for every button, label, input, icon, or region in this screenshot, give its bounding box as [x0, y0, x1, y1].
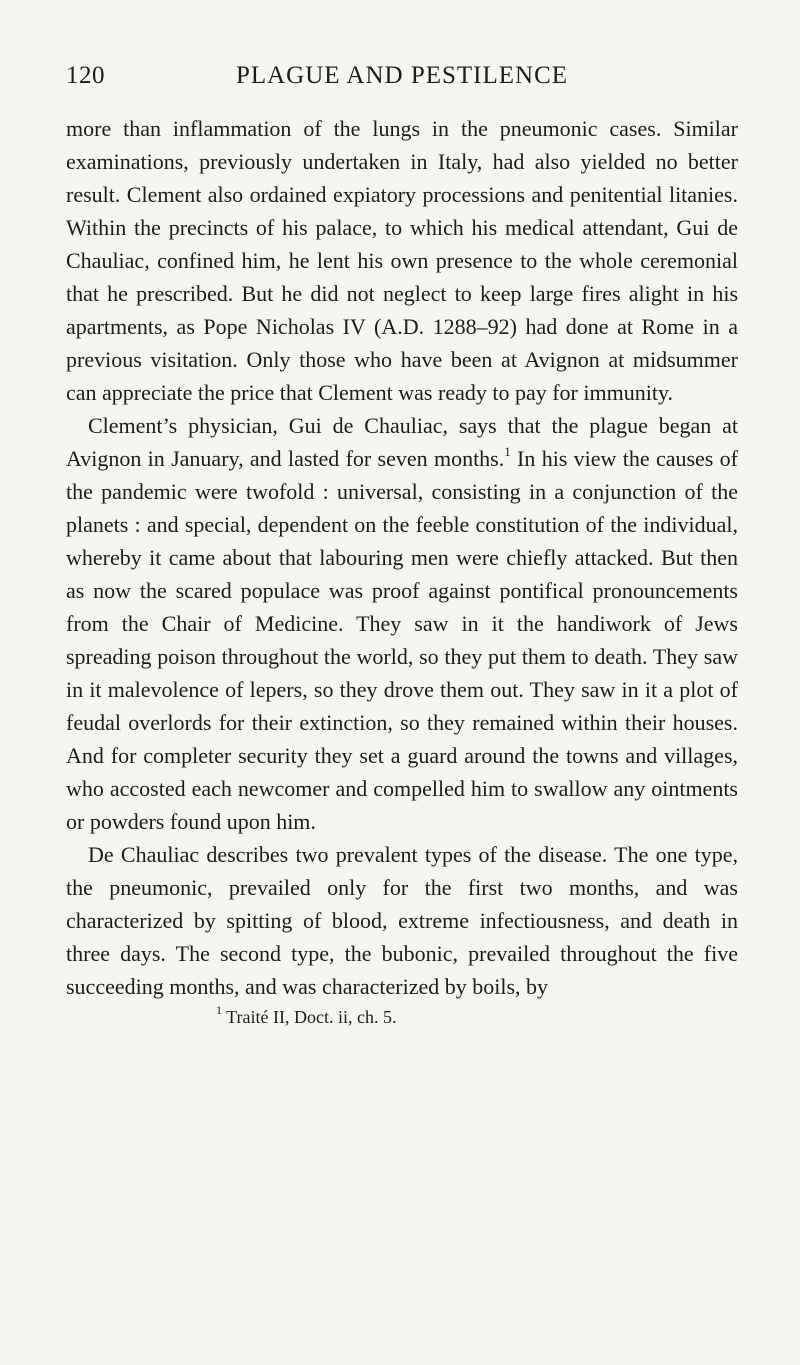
footnote-marker: 1	[216, 1003, 222, 1017]
footnote-text: Traité II, Doct. ii, ch. 5.	[222, 1007, 397, 1027]
book-page	[66, 62, 738, 1029]
running-head: PLAGUE AND PESTILENCE	[235, 62, 569, 89]
paragraph-2-text-before-note: Clement’s physician, Gui de Chauliac, says that the plague began at Avignon in January, and lasted for seven months.	[66, 413, 738, 471]
paragraph-2	[66, 409, 738, 838]
page-header	[66, 62, 738, 102]
footnote-reference: 1	[504, 443, 511, 459]
paragraph-2-text-after-note: In his view the causes of the pandemic were twofold : universal, consisting in a conjunction of the planets : and special, dependent on the feeble constitution of the individual, whereby it came about that labouring men were chiefly attacked. But then as now the scared populace was proof against pontifical pronouncements from the Chair of Medicine. They saw in it the handiwork of Jews spreading poison throughout the world, so they put them to death. They saw in it malevolence of lepers, so they drove them out. They saw in it a plot of feudal overlords for their extinction, so they remained within their houses. And for completer security they set a guard around the towns and villages, who accosted each newcomer and compelled him to swallow any ointments or powders found upon him.	[66, 446, 738, 834]
footnote	[66, 1005, 738, 1029]
body-text	[66, 112, 738, 1003]
paragraph-1: more than inflammation of the lungs in the pneumonic cases. Similar examinations, previously undertaken in Italy, had also yielded no better result. Clement also ordained expiatory processions and penitential litanies. Within the precincts of his palace, to which his medical attendant, Gui de Chauliac, confined him, he lent his own presence to the whole ceremonial that he prescribed. But he did not neglect to keep large fires alight in his apartments, as Pope Nicholas IV (A.D. 1288–92) had done at Rome in a previous visitation. Only those who have been at Avignon at midsummer can appreciate the price that Clement was ready to pay for immunity.	[66, 116, 738, 405]
page-number: 120	[66, 62, 105, 89]
paragraph-3: De Chauliac describes two prevalent types of the disease. The one type, the pneumonic, prevailed only for the first two months, and was characterized by spitting of blood, extreme infectiousness, and death in three days. The second type, the bubonic, prevailed throughout the five succeeding months, and was characterized by boils, by	[66, 842, 738, 999]
